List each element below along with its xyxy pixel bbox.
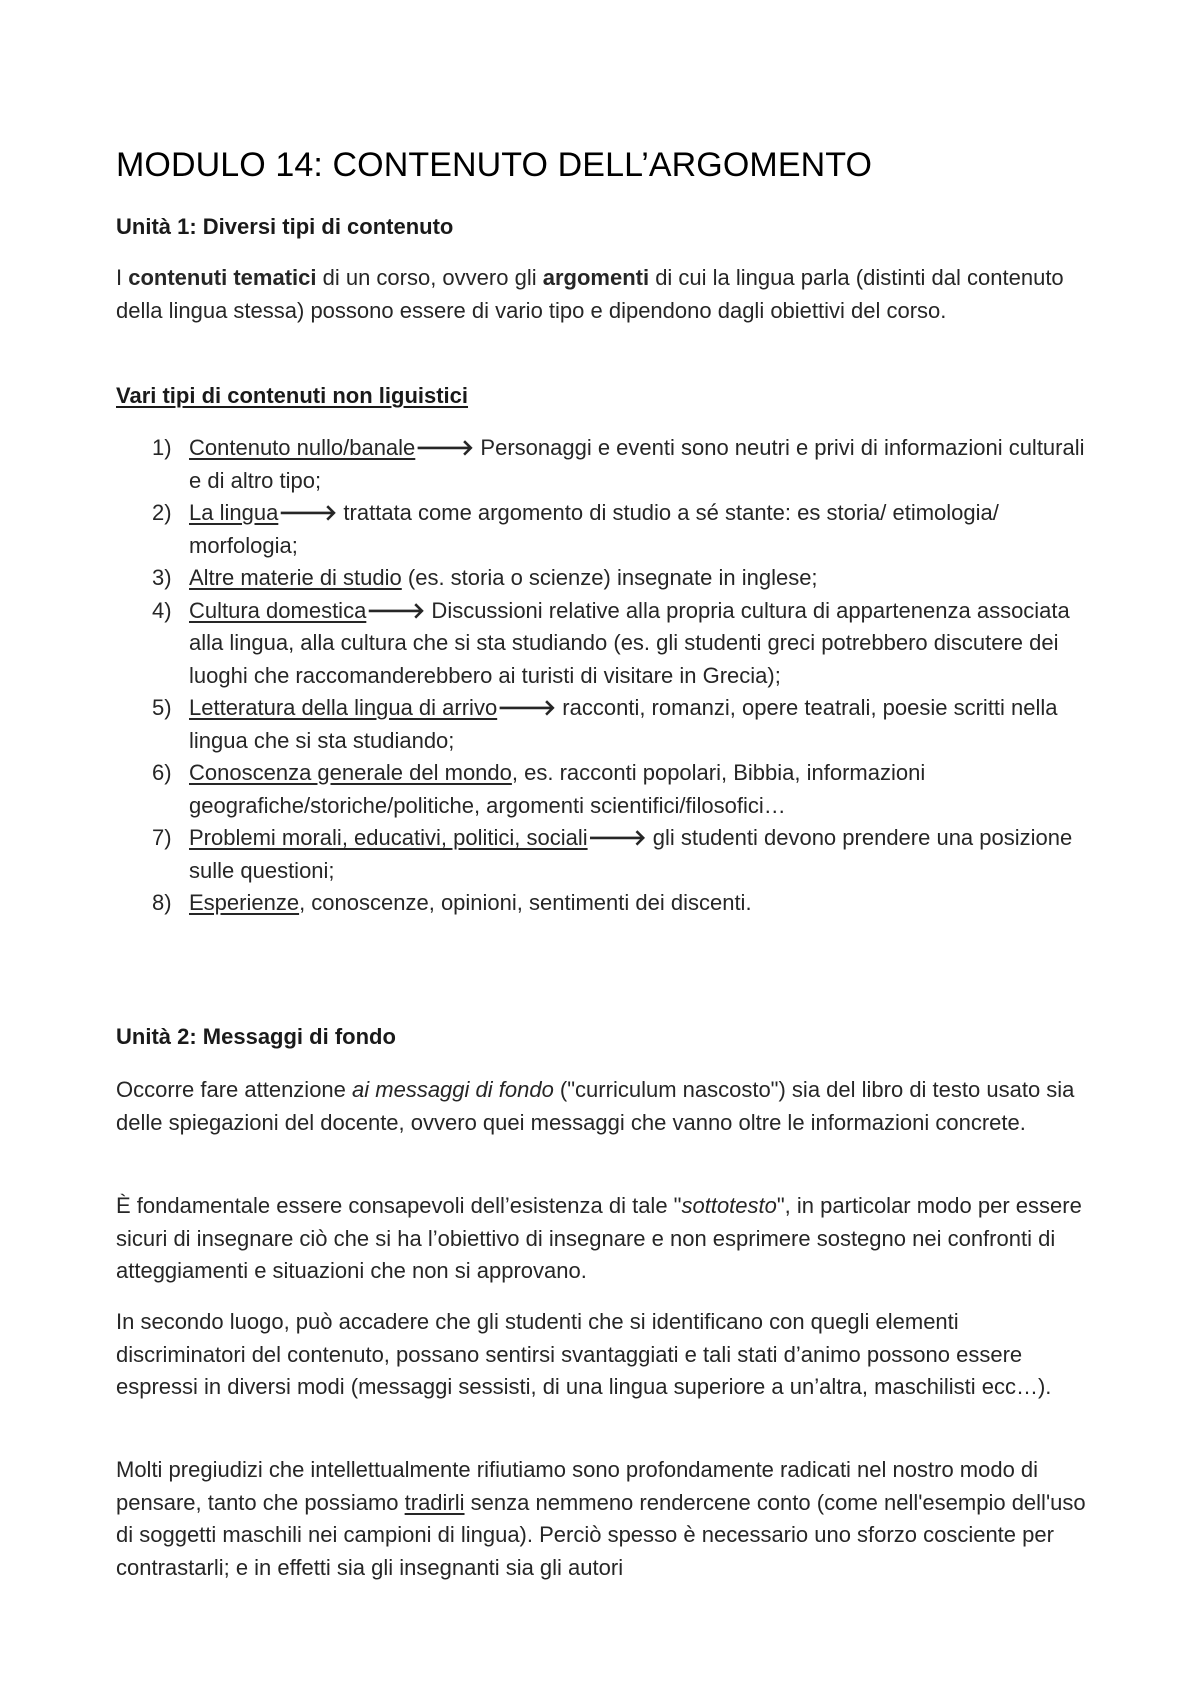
intro-text-2: di un corso, ovvero gli: [316, 265, 543, 290]
unit2-paragraph-1: [116, 1074, 1088, 1139]
right-arrow-icon: 🡒: [415, 435, 475, 460]
list-item-description: , conoscenze, opinioni, sentimenti dei discenti.: [299, 890, 752, 915]
p4-text-2: senza nemmeno rendercene conto (come nell'esempio dell'uso di soggetti maschili nei campioni di lingua). Perciò spesso è necessario uno sforzo cosciente per contrastarli; e in effetti sia gli insegnanti sia gli autori: [116, 1489, 1086, 1580]
list-item-number: 7): [152, 825, 172, 850]
unit2-heading: Unità 2: Messaggi di fondo: [116, 1024, 396, 1049]
list-item: [116, 595, 1088, 693]
list-item-description: Discussioni relative alla propria cultura di appartenenza associata alla lingua, alla cultura che si sta studiando (es. gli studenti greci potrebbero discutere dei luoghi che raccomanderebbero ai turisti di visitare in Grecia);: [189, 597, 1070, 688]
list-item-text: [189, 500, 999, 558]
list-item-text: [189, 598, 1070, 688]
unit1-heading: Unità 1: Diversi tipi di contenuto: [116, 214, 454, 239]
intro-bold-2: argomenti: [542, 265, 650, 290]
content-types-list-wrap: [116, 432, 1088, 920]
list-item-term: Problemi morali, educativi, politici, sociali: [189, 825, 588, 850]
list-item-term: Cultura domestica: [189, 597, 367, 623]
list-item-term: La lingua: [189, 500, 279, 525]
intro-bold-1: contenuti tematici: [128, 265, 317, 290]
unit2-paragraph-4-wrap: [116, 1454, 1088, 1584]
list-item-description: , es. racconti popolari, Bibbia, informazioni geografiche/storiche/politiche, argomenti scientifici/filosofici…: [189, 760, 926, 818]
list-item-number: 3): [152, 565, 172, 590]
list-item-text: [189, 565, 818, 590]
list-item-text: [189, 695, 1058, 753]
unit2-paragraph-2-wrap: [116, 1190, 1088, 1288]
right-arrow-icon: 🡒: [497, 695, 557, 720]
unit1-intro-paragraph: [116, 262, 1088, 327]
list-item-text: [189, 825, 1072, 883]
intro-text-1: I: [116, 265, 129, 290]
unit2-paragraph-2: [116, 1190, 1088, 1288]
list-item-number: 1): [152, 435, 172, 460]
list-item: [116, 692, 1088, 757]
list-item-number: 2): [152, 500, 172, 525]
list-item-description: (es. storia o scienze) insegnate in inglese;: [401, 565, 818, 590]
unit1-section: [116, 214, 1088, 240]
list-item-number: 4): [152, 597, 172, 623]
unit2-paragraph-3: In secondo luogo, può accadere che gli studenti che si identificano con quegli elementi discriminatori del contenuto, possano sentirsi svantaggiati e tali stati d’animo possono essere espressi in diversi modi (messaggi sessisti, di una lingua superiore a un’altra, maschilisti ecc…).: [116, 1309, 1052, 1399]
list-item-term: Conoscenza generale del mondo: [189, 760, 512, 785]
list-item-number: 8): [152, 890, 172, 915]
right-arrow-icon: 🡒: [366, 597, 426, 623]
p1-italic-1: ai messaggi di fondo: [352, 1077, 554, 1102]
right-arrow-icon: 🡒: [278, 500, 338, 525]
unit1-subsection: [116, 383, 1088, 409]
list-item-term: Altre materie di studio: [189, 565, 402, 590]
list-item: [116, 562, 1088, 595]
unit2-section: [116, 1024, 1088, 1050]
list-item-description: racconti, romanzi, opere teatrali, poesie scritti nella lingua che si sta studiando;: [189, 695, 1058, 753]
p1-text-2: ("curriculum nascosto") sia del libro di testo usato sia delle spiegazioni del docente, ovvero quei messaggi che vanno oltre le informazioni concrete.: [116, 1077, 1075, 1135]
list-item-text: [189, 435, 1085, 493]
list-item: [116, 822, 1088, 887]
intro-text-3: di cui la lingua parla (distinti dal contenuto della lingua stessa) possono essere di vario tipo e dipendono dagli obiettivi del corso.: [116, 265, 1064, 323]
p2-italic-1: sottotesto: [681, 1193, 777, 1218]
unit2-paragraph-1-wrap: [116, 1074, 1088, 1139]
list-item-description: trattata come argomento di studio a sé stante: es storia/ etimologia/ morfologia;: [189, 500, 999, 558]
list-item: [116, 887, 1088, 920]
p2-text-1: È fondamentale essere consapevoli dell’esistenza di tale ": [116, 1193, 682, 1218]
unit2-paragraph-4: [116, 1454, 1088, 1584]
list-item-text: [189, 890, 752, 915]
list-item: [116, 757, 1088, 822]
list-item-description: gli studenti devono prendere una posizione sulle questioni;: [189, 825, 1073, 883]
list-item-description: Personaggi e eventi sono neutri e privi di informazioni culturali e di altro tipo;: [189, 435, 1085, 493]
unit2-paragraph-3-wrap: [116, 1306, 1088, 1404]
list-item-text: [189, 760, 925, 818]
list-item: [116, 497, 1088, 562]
unit1-subheading: Vari tipi di contenuti non liguistici: [116, 383, 469, 408]
right-arrow-icon: 🡒: [587, 825, 647, 850]
list-item-number: 6): [152, 760, 172, 785]
list-item: [116, 432, 1088, 497]
p1-text-1: Occorre fare attenzione: [116, 1077, 353, 1102]
p4-text-1: Molti pregiudizi che intellettualmente rifiutiamo sono profondamente radicati nel nostro modo di pensare, tanto che possiamo: [116, 1457, 1039, 1515]
document-title: MODULO 14: CONTENUTO DELL’ARGOMENTO: [116, 146, 873, 184]
list-item-term: Letteratura della lingua di arrivo: [189, 695, 498, 720]
content-types-list: [116, 432, 1088, 920]
list-item-number: 5): [152, 695, 172, 720]
list-item-term: Contenuto nullo/banale: [189, 435, 416, 460]
unit1-intro: [116, 262, 1088, 327]
p2-text-2: ", in particolar modo per essere sicuri di insegnare ciò che si ha l’obiettivo di insegnare e non esprimere sostegno nei confronti di atteggiamenti e situazioni che non si approvano.: [116, 1193, 1082, 1283]
p4-underlined-1: tradirli: [404, 1489, 465, 1515]
list-item-term: Esperienze: [189, 890, 300, 915]
